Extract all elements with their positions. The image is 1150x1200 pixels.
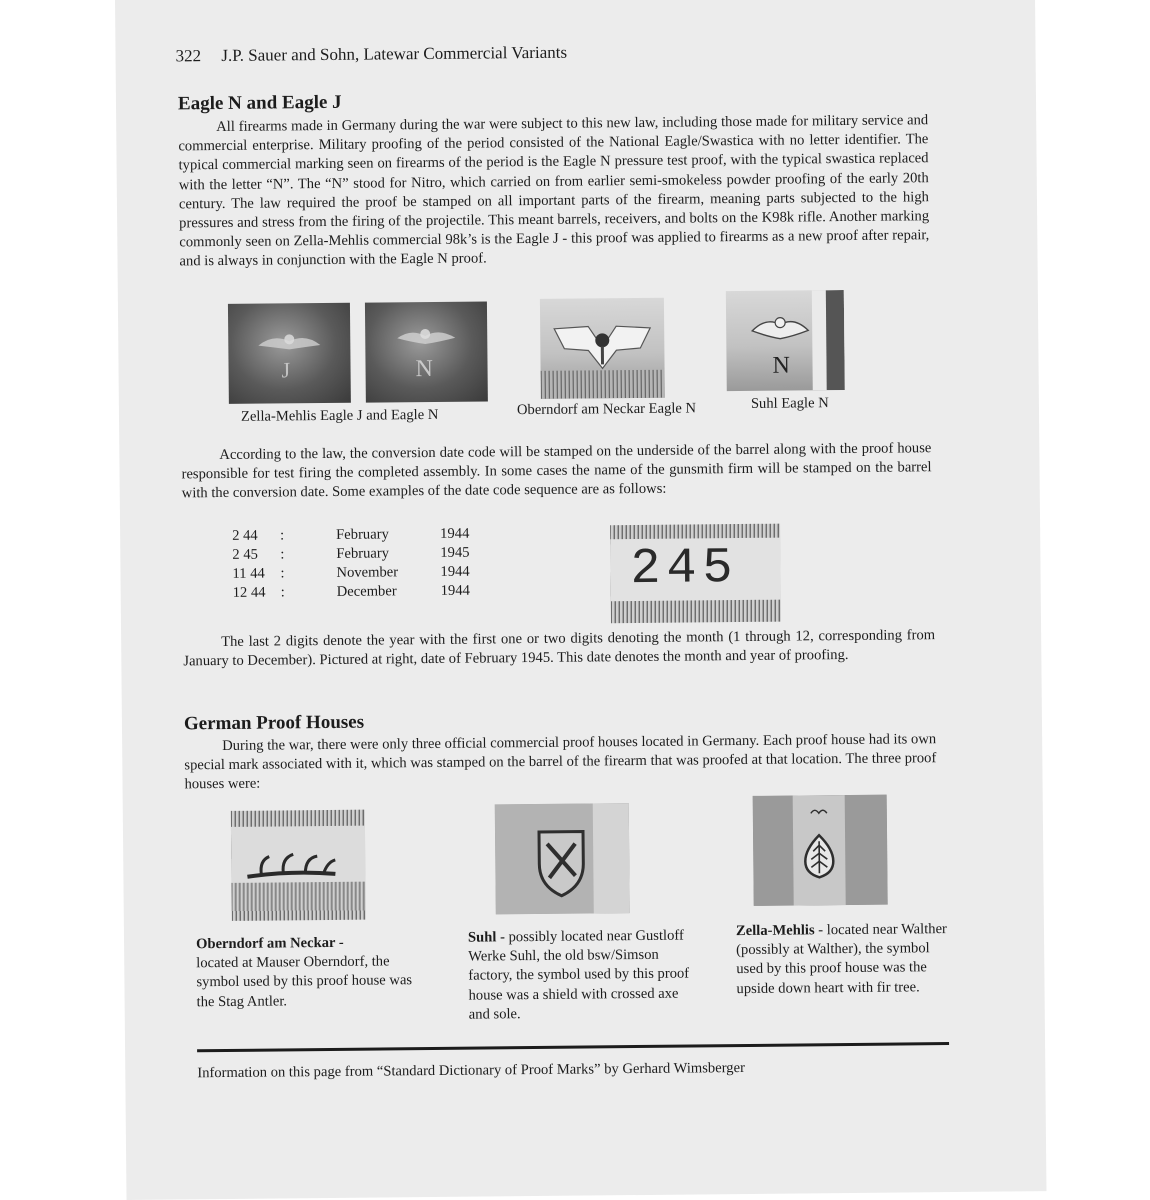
date-code: 2 45 (232, 546, 258, 563)
eagle-j-letter: J (281, 357, 291, 383)
proof-house-zella (736, 920, 951, 999)
date-month: November (336, 564, 399, 581)
page-number: 322 (175, 46, 202, 66)
caption-oberndorf: Oberndorf am Neckar Eagle N (516, 400, 697, 419)
date-month: February (336, 526, 389, 543)
zella-eagle-n-photo (365, 301, 488, 402)
date-sep: : (280, 546, 285, 563)
date-sep: : (280, 527, 285, 544)
date-year: 1944 (440, 582, 470, 599)
proof-house-suhl (468, 927, 691, 1025)
date-sep: : (280, 565, 285, 582)
running-title: J.P. Sauer and Sohn, Latewar Commercial Variants (221, 42, 568, 65)
proof-house-name: Suhl - (467, 929, 506, 946)
proof-house-name: Oberndorf am Neckar - (195, 934, 344, 953)
section-heading-proof-houses: German Proof Houses (183, 711, 365, 735)
stag-antler-icon (231, 810, 366, 921)
book-page (115, 0, 1046, 1200)
date-code-row (232, 525, 469, 546)
oberndorf-eagle-n-photo (540, 298, 665, 399)
running-header (175, 43, 567, 67)
heart-fir-tree-icon (753, 795, 888, 906)
shield-icon (495, 803, 630, 914)
caption-zella: Zella-Mehlis Eagle J and Eagle N (240, 406, 439, 425)
footer-rule (197, 1042, 949, 1052)
suhl-proof-photo (495, 803, 630, 914)
date-stamp-photo (610, 524, 781, 624)
date-code-table (232, 525, 470, 603)
suhl-n-letter: N (772, 352, 791, 379)
digits-paragraph: The last 2 digits denote the year with the first one or two digits denoting the month (1 through 12, corresponding from January to December). Pictured at right, date of February 1945. This date denotes the month and year of proofing. (183, 627, 936, 670)
date-year: 1944 (440, 563, 470, 580)
date-code: 12 44 (232, 584, 266, 601)
section-heading-eagle: Eagle N and Eagle J (177, 91, 342, 115)
date-code: 11 44 (232, 565, 265, 582)
footer-source-note: Information on this page from “Standard Dictionary of Proof Marks” by Gerhard Wimsberger (197, 1060, 745, 1082)
date-stamp-digits: 245 (630, 540, 739, 599)
date-year: 1944 (440, 525, 470, 542)
eagle-paragraph: All firearms made in Germany during the war were subject to this new law, including those made for military service and commercial enterprise. Military proofing of the period consisted of the National Eagle/Swastica with no letter identifier. The typical commercial marking seen on firearms of the period is the Eagle N pressure test proof, with the typical swastica replaced with the letter “N”. The “N” stood for Nitro, which carried on from earlier semi-smokeless powder proofing of the early 20th century. The law required the proof be stamped on all important parts of the firearm, meaning parts subjected to the high pressures and stress from the firing of the projectile. This meant barrels, receivers, and bolts on the K98k rifle. Another marking commonly seen on Zella-Mehlis commercial 98k’s is the Eagle J - this proof was applied to firearms as a new proof after repair, and is always in conjunction with the Eagle N proof. (178, 112, 930, 270)
proof-house-oberndorf (196, 933, 415, 1012)
suhl-eagle-n-photo (726, 290, 845, 391)
proof-house-desc: possibly located near Gustloff Werke Suhl, the old bsw/Simson factory, the symbol used by this proof house was a shield with crossed axe and sole. (468, 927, 690, 1023)
date-code-row (233, 582, 470, 603)
date-sep: : (280, 584, 285, 601)
zella-proof-photo (753, 795, 888, 906)
caption-suhl: Suhl Eagle N (750, 395, 829, 412)
proof-house-desc: - located near Walther (possibly at Walther), the symbol used by this proof house was the upside down heart with fir tree. (736, 921, 947, 997)
date-year: 1945 (440, 544, 470, 561)
zella-eagle-j-photo (228, 303, 351, 404)
date-month: December (336, 583, 397, 600)
date-code: 2 44 (232, 527, 258, 544)
date-month: February (336, 545, 390, 562)
proof-house-desc: located at Mauser Oberndorf, the symbol used by this proof house was the Stag Antler. (196, 953, 413, 1010)
date-code-row (232, 544, 469, 565)
date-code-row (232, 563, 469, 584)
oberndorf-proof-photo (231, 810, 366, 921)
proof-house-name: Zella-Mehlis (735, 922, 815, 940)
eagle-n-letter: N (415, 355, 434, 383)
proof-houses-paragraph: During the war, there were only three official commercial proof houses located in Germany. Each proof house had its own special mark associated with it, which was stamped on the barrel of the firearm that was proofed at that location. The three proof houses were: (184, 731, 937, 793)
conversion-paragraph: According to the law, the conversion date code will be stamped on the underside of the barrel along with the proof house responsible for test firing the completed assembly. In some cases the name of the gunsmith firm will be stamped on the barrel with the conversion date. Some examples of the date code sequence are as follows: (181, 440, 932, 502)
